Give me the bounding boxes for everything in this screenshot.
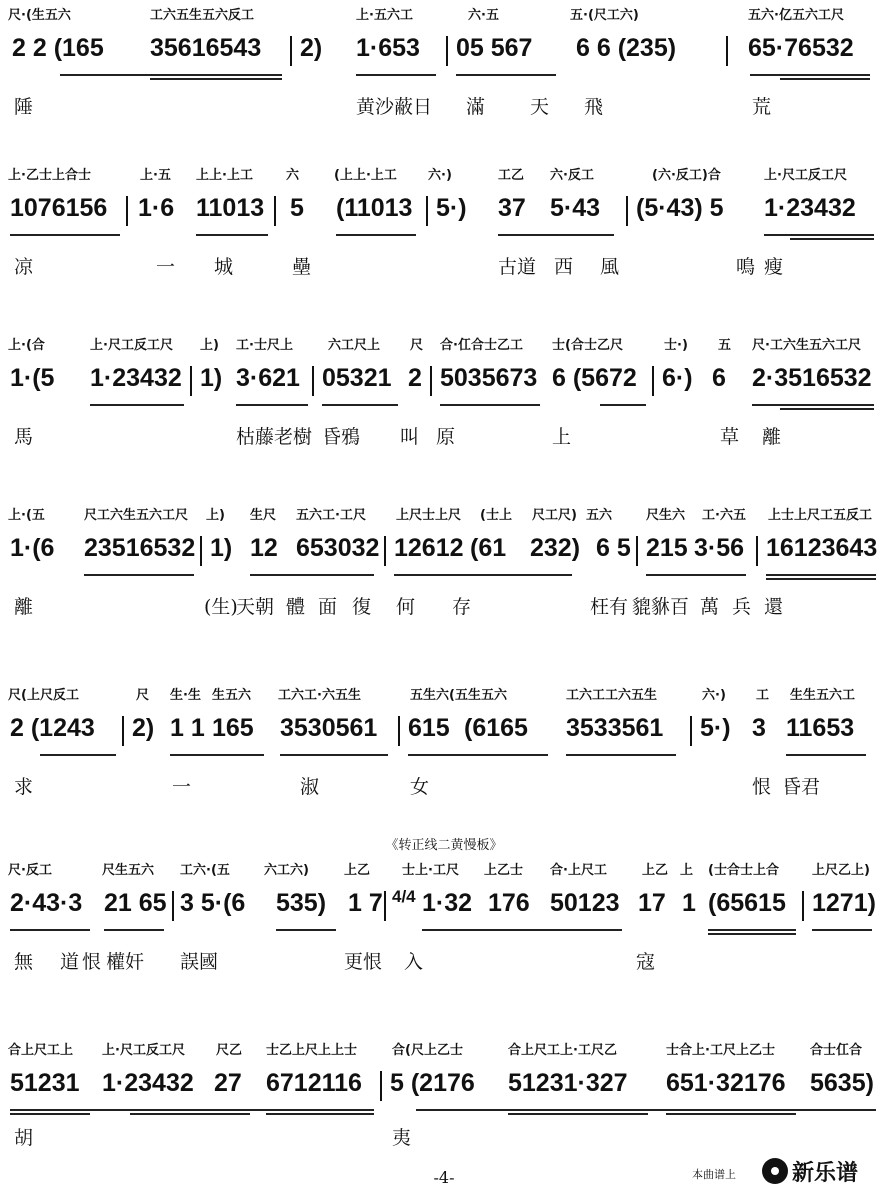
note-group: 5 (2176 bbox=[390, 1069, 475, 1097]
note-group: 1) bbox=[200, 364, 223, 392]
lyric: 上 bbox=[552, 426, 572, 448]
gongche-text: 上·尺工反工尺 bbox=[764, 168, 847, 183]
credit-text: 本曲谱上 bbox=[692, 1168, 736, 1181]
note-group: 17 bbox=[638, 889, 666, 917]
bar-line bbox=[172, 891, 174, 921]
bar-line bbox=[398, 716, 400, 746]
bar-line bbox=[726, 36, 728, 66]
gongche-text: 五 bbox=[718, 338, 732, 353]
lyric: 離 bbox=[762, 426, 782, 448]
note-group: 1·653 bbox=[356, 34, 420, 62]
lyric: 求 bbox=[14, 776, 34, 798]
gongche-text: 上乙士 bbox=[484, 863, 524, 878]
note-group: 1 bbox=[682, 889, 696, 917]
lyric: 天 bbox=[530, 96, 550, 118]
bar-line bbox=[290, 36, 292, 66]
gongche-text: 士乙上尺上上士 bbox=[266, 1043, 358, 1058]
note-group: 11653 bbox=[786, 714, 855, 742]
note-group: (61 bbox=[470, 534, 507, 562]
lyric: 兵 bbox=[732, 596, 752, 618]
note-group: 3·56 bbox=[694, 534, 745, 562]
gongche-text: 六·) bbox=[428, 168, 452, 183]
lyric: 恨 bbox=[752, 776, 772, 798]
note-group: 2 2 (165 bbox=[12, 34, 104, 62]
lyric: 黄沙蔽日 bbox=[356, 96, 433, 118]
gongche-text: 尺生五六 bbox=[102, 863, 155, 878]
note-group: 3 bbox=[752, 714, 766, 742]
bar-line bbox=[430, 366, 432, 396]
gongche-text: 工六工·六五生 bbox=[278, 688, 361, 703]
note-group: 21 65 bbox=[104, 889, 167, 917]
gongche-text: 上·(合 bbox=[8, 338, 45, 353]
note-group: (5·43) 5 bbox=[636, 194, 724, 222]
gongche-text: 五生六(五生五六 bbox=[410, 688, 507, 703]
note-group: 3 5·(6 bbox=[180, 889, 246, 917]
bar-line bbox=[200, 536, 202, 566]
note-group: 615 bbox=[408, 714, 450, 742]
note-group: 215 bbox=[646, 534, 688, 562]
lyric: 夷 bbox=[392, 1127, 412, 1149]
note-group: 50123 bbox=[550, 889, 620, 917]
jianpu-row bbox=[0, 1069, 888, 1109]
lyric: 天朝 bbox=[236, 596, 275, 618]
gongche-row bbox=[0, 160, 888, 190]
lyric: 百 bbox=[670, 596, 690, 618]
lyric: 荒 bbox=[752, 96, 772, 118]
note-group: 65·76532 bbox=[748, 34, 854, 62]
note-group: 2·3516532 bbox=[752, 364, 872, 392]
note-group: 176 bbox=[488, 889, 530, 917]
note-group: 12 bbox=[250, 534, 278, 562]
gongche-text: 尺·反工 bbox=[8, 863, 52, 878]
gongche-text: 工六·(五 bbox=[180, 863, 230, 878]
gongche-text: 五六·亿五六工尺 bbox=[748, 8, 844, 23]
note-group: 5·43 bbox=[550, 194, 601, 222]
jianpu-row bbox=[0, 364, 888, 404]
lyric: 體 bbox=[286, 596, 306, 618]
gongche-text: 工乙 bbox=[498, 168, 525, 183]
note-group: 6712116 bbox=[266, 1069, 362, 1097]
jianpu-row bbox=[0, 34, 888, 74]
note-group: 1·32 bbox=[422, 889, 473, 917]
gongche-text: 士(合士乙尺 bbox=[552, 338, 623, 353]
gongche-text: 六工六) bbox=[264, 863, 309, 878]
bar-line bbox=[690, 716, 692, 746]
lyrics-row bbox=[0, 422, 888, 454]
beam-row bbox=[0, 1105, 888, 1115]
lyric: 萬 bbox=[700, 596, 720, 618]
lyric: 權奸 bbox=[106, 951, 145, 973]
gongche-text: 生·生 bbox=[170, 688, 201, 703]
lyric: 無 bbox=[14, 951, 34, 973]
lyric: 枯藤老樹 bbox=[236, 426, 313, 448]
note-group: 6 (5672 bbox=[552, 364, 637, 392]
lyric: (生) bbox=[204, 596, 238, 618]
lyric: 更恨 bbox=[344, 951, 383, 973]
gongche-text: 六·反工 bbox=[550, 168, 594, 183]
gongche-text: (士合士上合 bbox=[708, 863, 779, 878]
lyric: 壘 bbox=[292, 256, 312, 278]
gongche-text: 生生五六工 bbox=[790, 688, 856, 703]
note-group: 12612 bbox=[394, 534, 464, 562]
note-group: 05 567 bbox=[456, 34, 533, 62]
note-group: 1·6 bbox=[138, 194, 175, 222]
section-banner: 《转正线二黄慢板》 bbox=[385, 838, 503, 853]
note-group: 27 bbox=[214, 1069, 242, 1097]
note-group: (65615 bbox=[708, 889, 786, 917]
note-group: 653032 bbox=[296, 534, 380, 562]
gongche-text: 合士仜合 bbox=[810, 1043, 863, 1058]
lyric: 古道 bbox=[498, 256, 537, 278]
gongche-text: 生尺 bbox=[250, 508, 277, 523]
lyric: 一 bbox=[156, 256, 176, 278]
beam-row bbox=[0, 70, 888, 80]
gongche-text: 尺工尺) bbox=[532, 508, 577, 523]
gongche-text: 合·仜合士乙工 bbox=[440, 338, 523, 353]
gongche-text: 上尺乙上) bbox=[812, 863, 870, 878]
time-signature: 4/4 bbox=[392, 887, 416, 906]
lyric: 陲 bbox=[14, 96, 34, 118]
bar-line bbox=[380, 1071, 382, 1101]
lyric: 復 bbox=[352, 596, 372, 618]
lyric: 凉 bbox=[14, 256, 34, 278]
note-group: 165 bbox=[212, 714, 254, 742]
gongche-text: 上士上尺工五反工 bbox=[768, 508, 873, 523]
jianpu-row bbox=[0, 194, 888, 234]
lyric: 面 bbox=[318, 596, 338, 618]
note-group: 1·23432 bbox=[764, 194, 856, 222]
bar-line bbox=[312, 366, 314, 396]
bar-line bbox=[274, 196, 276, 226]
gongche-text: 上乙 bbox=[642, 863, 669, 878]
lyric: 貔貅 bbox=[632, 596, 671, 618]
lyric: 原 bbox=[436, 426, 456, 448]
lyric: 昏君 bbox=[782, 776, 821, 798]
note-group: 51231·327 bbox=[508, 1069, 628, 1097]
note-group: 5·) bbox=[436, 194, 467, 222]
gongche-row bbox=[0, 500, 888, 530]
bar-line bbox=[122, 716, 124, 746]
gongche-text: 上·乙士上合士 bbox=[8, 168, 91, 183]
note-group: 2 bbox=[408, 364, 422, 392]
lyric: 離 bbox=[14, 596, 34, 618]
gongche-text: 士合上·工尺上乙士 bbox=[666, 1043, 775, 1058]
bar-line bbox=[426, 196, 428, 226]
note-group: 16123643 bbox=[766, 534, 878, 562]
beam-row bbox=[0, 400, 888, 410]
lyric: 枉有 bbox=[590, 596, 629, 618]
lyric: 鳴 bbox=[736, 256, 756, 278]
gongche-text: 尺工六生五六工尺 bbox=[84, 508, 189, 523]
note-group: 1·23432 bbox=[90, 364, 182, 392]
note-group: 2) bbox=[300, 34, 323, 62]
bar-line bbox=[446, 36, 448, 66]
lyrics-row bbox=[0, 92, 888, 124]
note-group: 3530561 bbox=[280, 714, 378, 742]
gongche-text: 士上·工尺 bbox=[402, 863, 459, 878]
note-group: 3·621 bbox=[236, 364, 300, 392]
gongche-text: (士上 bbox=[480, 508, 512, 523]
lyric: 入 bbox=[404, 951, 424, 973]
note-group: 05321 bbox=[322, 364, 392, 392]
gongche-text: (六·反工)合 bbox=[652, 168, 721, 183]
gongche-row bbox=[0, 680, 888, 710]
logo-disc-icon bbox=[762, 1158, 788, 1184]
lyric: 一 bbox=[172, 776, 192, 798]
gongche-text: 工六工工六五生 bbox=[566, 688, 658, 703]
bar-line bbox=[652, 366, 654, 396]
beam-row bbox=[0, 925, 888, 935]
lyrics-row bbox=[0, 592, 888, 624]
lyric: 西 bbox=[554, 256, 574, 278]
lyric: 誤國 bbox=[180, 951, 219, 973]
gongche-text: 上·尺工反工尺 bbox=[90, 338, 173, 353]
lyric: 滿 bbox=[466, 96, 486, 118]
note-group: 3533561 bbox=[566, 714, 664, 742]
note-group: 2·43·3 bbox=[10, 889, 83, 917]
note-group: (6165 bbox=[464, 714, 528, 742]
gongche-text: 上 bbox=[680, 863, 694, 878]
gongche-text: 六工尺上 bbox=[328, 338, 381, 353]
note-group: 1076156 bbox=[10, 194, 108, 222]
gongche-row bbox=[0, 1035, 888, 1065]
note-group: 232) bbox=[530, 534, 581, 562]
lyric: 存 bbox=[452, 596, 472, 618]
note-group: 6 6 (235) bbox=[576, 34, 677, 62]
gongche-text: 工 bbox=[756, 688, 770, 703]
gongche-text: 尺乙 bbox=[216, 1043, 243, 1058]
jianpu-row bbox=[0, 534, 888, 574]
jianpu-row bbox=[0, 889, 888, 929]
lyric: 城 bbox=[214, 256, 234, 278]
beam-row bbox=[0, 570, 888, 580]
gongche-text: 尺生六 bbox=[646, 508, 686, 523]
gongche-text: 五六工·工尺 bbox=[296, 508, 366, 523]
jianpu-row bbox=[0, 714, 888, 754]
lyric: 叫 bbox=[400, 426, 420, 448]
gongche-text: 士·) bbox=[664, 338, 688, 353]
gongche-text: 上) bbox=[200, 338, 219, 353]
gongche-text: 上) bbox=[206, 508, 225, 523]
lyric: 飛 bbox=[584, 96, 604, 118]
gongche-text: 尺·(生五六 bbox=[8, 8, 71, 23]
note-group: 1 1 bbox=[170, 714, 205, 742]
lyric: 恨 bbox=[82, 951, 102, 973]
note-group: 37 bbox=[498, 194, 526, 222]
note-group: 6·) bbox=[662, 364, 693, 392]
note-group: 1) bbox=[210, 534, 233, 562]
lyric: 草 bbox=[720, 426, 740, 448]
gongche-row bbox=[0, 330, 888, 360]
note-group: 1 7 bbox=[348, 889, 383, 917]
gongche-text: 工六五生五六反工 bbox=[150, 8, 255, 23]
lyric: 風 bbox=[600, 256, 620, 278]
gongche-text: 合·上尺工 bbox=[550, 863, 607, 878]
note-group: 2 (1243 bbox=[10, 714, 95, 742]
gongche-text: 上·尺工反工尺 bbox=[102, 1043, 185, 1058]
gongche-text: 合(尺上乙士 bbox=[392, 1043, 463, 1058]
lyric: 淑 bbox=[300, 776, 320, 798]
lyric: 道 bbox=[60, 951, 80, 973]
gongche-text: 尺 bbox=[136, 688, 150, 703]
gongche-text: 尺 bbox=[410, 338, 424, 353]
gongche-text: 工·六五 bbox=[702, 508, 746, 523]
logo-text: 新乐谱 bbox=[792, 1161, 859, 1186]
bar-line bbox=[384, 536, 386, 566]
note-group: 5635) bbox=[810, 1069, 874, 1097]
gongche-text: 尺·工六生五六工尺 bbox=[752, 338, 861, 353]
gongche-text: 上尺士上尺 bbox=[396, 508, 462, 523]
lyric: 還 bbox=[764, 596, 784, 618]
gongche-text: 合上尺工上·工尺乙 bbox=[508, 1043, 617, 1058]
lyric: 胡 bbox=[14, 1127, 34, 1149]
beam-row bbox=[0, 750, 888, 760]
lyric: 昏鴉 bbox=[322, 426, 361, 448]
gongche-text: 上上·上工 bbox=[196, 168, 253, 183]
note-group: 11013 bbox=[196, 194, 265, 222]
lyric: 何 bbox=[396, 596, 416, 618]
bar-line bbox=[190, 366, 192, 396]
bar-line bbox=[802, 891, 804, 921]
note-group: 5 bbox=[290, 194, 304, 222]
gongche-text: 五六 bbox=[586, 508, 613, 523]
page-number: -4- bbox=[433, 1168, 455, 1187]
note-group: (11013 bbox=[336, 194, 413, 222]
note-group: 1·(6 bbox=[10, 534, 55, 562]
gongche-text: 合上尺工上 bbox=[8, 1043, 74, 1058]
bar-line bbox=[756, 536, 758, 566]
gongche-row bbox=[0, 0, 888, 30]
bar-line bbox=[126, 196, 128, 226]
note-group: 23516532 bbox=[84, 534, 196, 562]
gongche-text: 六 bbox=[286, 168, 300, 183]
lyrics-row bbox=[0, 252, 888, 284]
gongche-row bbox=[0, 855, 888, 885]
lyric: 寇 bbox=[636, 951, 656, 973]
site-logo bbox=[762, 1156, 882, 1188]
gongche-text: 六·) bbox=[702, 688, 726, 703]
note-group: 6 bbox=[712, 364, 726, 392]
bar-line bbox=[626, 196, 628, 226]
note-group: 2) bbox=[132, 714, 155, 742]
gongche-text: 六·五 bbox=[468, 8, 499, 23]
gongche-text: 上·五 bbox=[140, 168, 171, 183]
gongche-text: (上上·上工 bbox=[334, 168, 397, 183]
note-group: 6 5 bbox=[596, 534, 631, 562]
bar-line bbox=[384, 891, 386, 921]
gongche-text: 五·(尺工六) bbox=[570, 8, 639, 23]
lyrics-row bbox=[0, 772, 888, 804]
lyrics-row bbox=[0, 1123, 888, 1155]
lyric: 馬 bbox=[14, 426, 34, 448]
note-group: 5·) bbox=[700, 714, 731, 742]
lyric: 瘦 bbox=[764, 256, 784, 278]
note-group: 1271) bbox=[812, 889, 876, 917]
gongche-text: 生五六 bbox=[212, 688, 252, 703]
note-group: 51231 bbox=[10, 1069, 80, 1097]
gongche-text: 尺(上尺反工 bbox=[8, 688, 79, 703]
beam-row bbox=[0, 230, 888, 240]
bar-line bbox=[636, 536, 638, 566]
note-group: 535) bbox=[276, 889, 327, 917]
note-group: 35616543 bbox=[150, 34, 262, 62]
gongche-text: 上乙 bbox=[344, 863, 371, 878]
lyric: 女 bbox=[410, 776, 430, 798]
note-group: 5035673 bbox=[440, 364, 538, 392]
gongche-text: 上·五六工 bbox=[356, 8, 413, 23]
gongche-text: 工·士尺上 bbox=[236, 338, 293, 353]
gongche-text: 上·(五 bbox=[8, 508, 45, 523]
note-group: 651·32176 bbox=[666, 1069, 786, 1097]
note-group: 1·23432 bbox=[102, 1069, 194, 1097]
note-group: 1·(5 bbox=[10, 364, 55, 392]
lyrics-row bbox=[0, 947, 888, 979]
